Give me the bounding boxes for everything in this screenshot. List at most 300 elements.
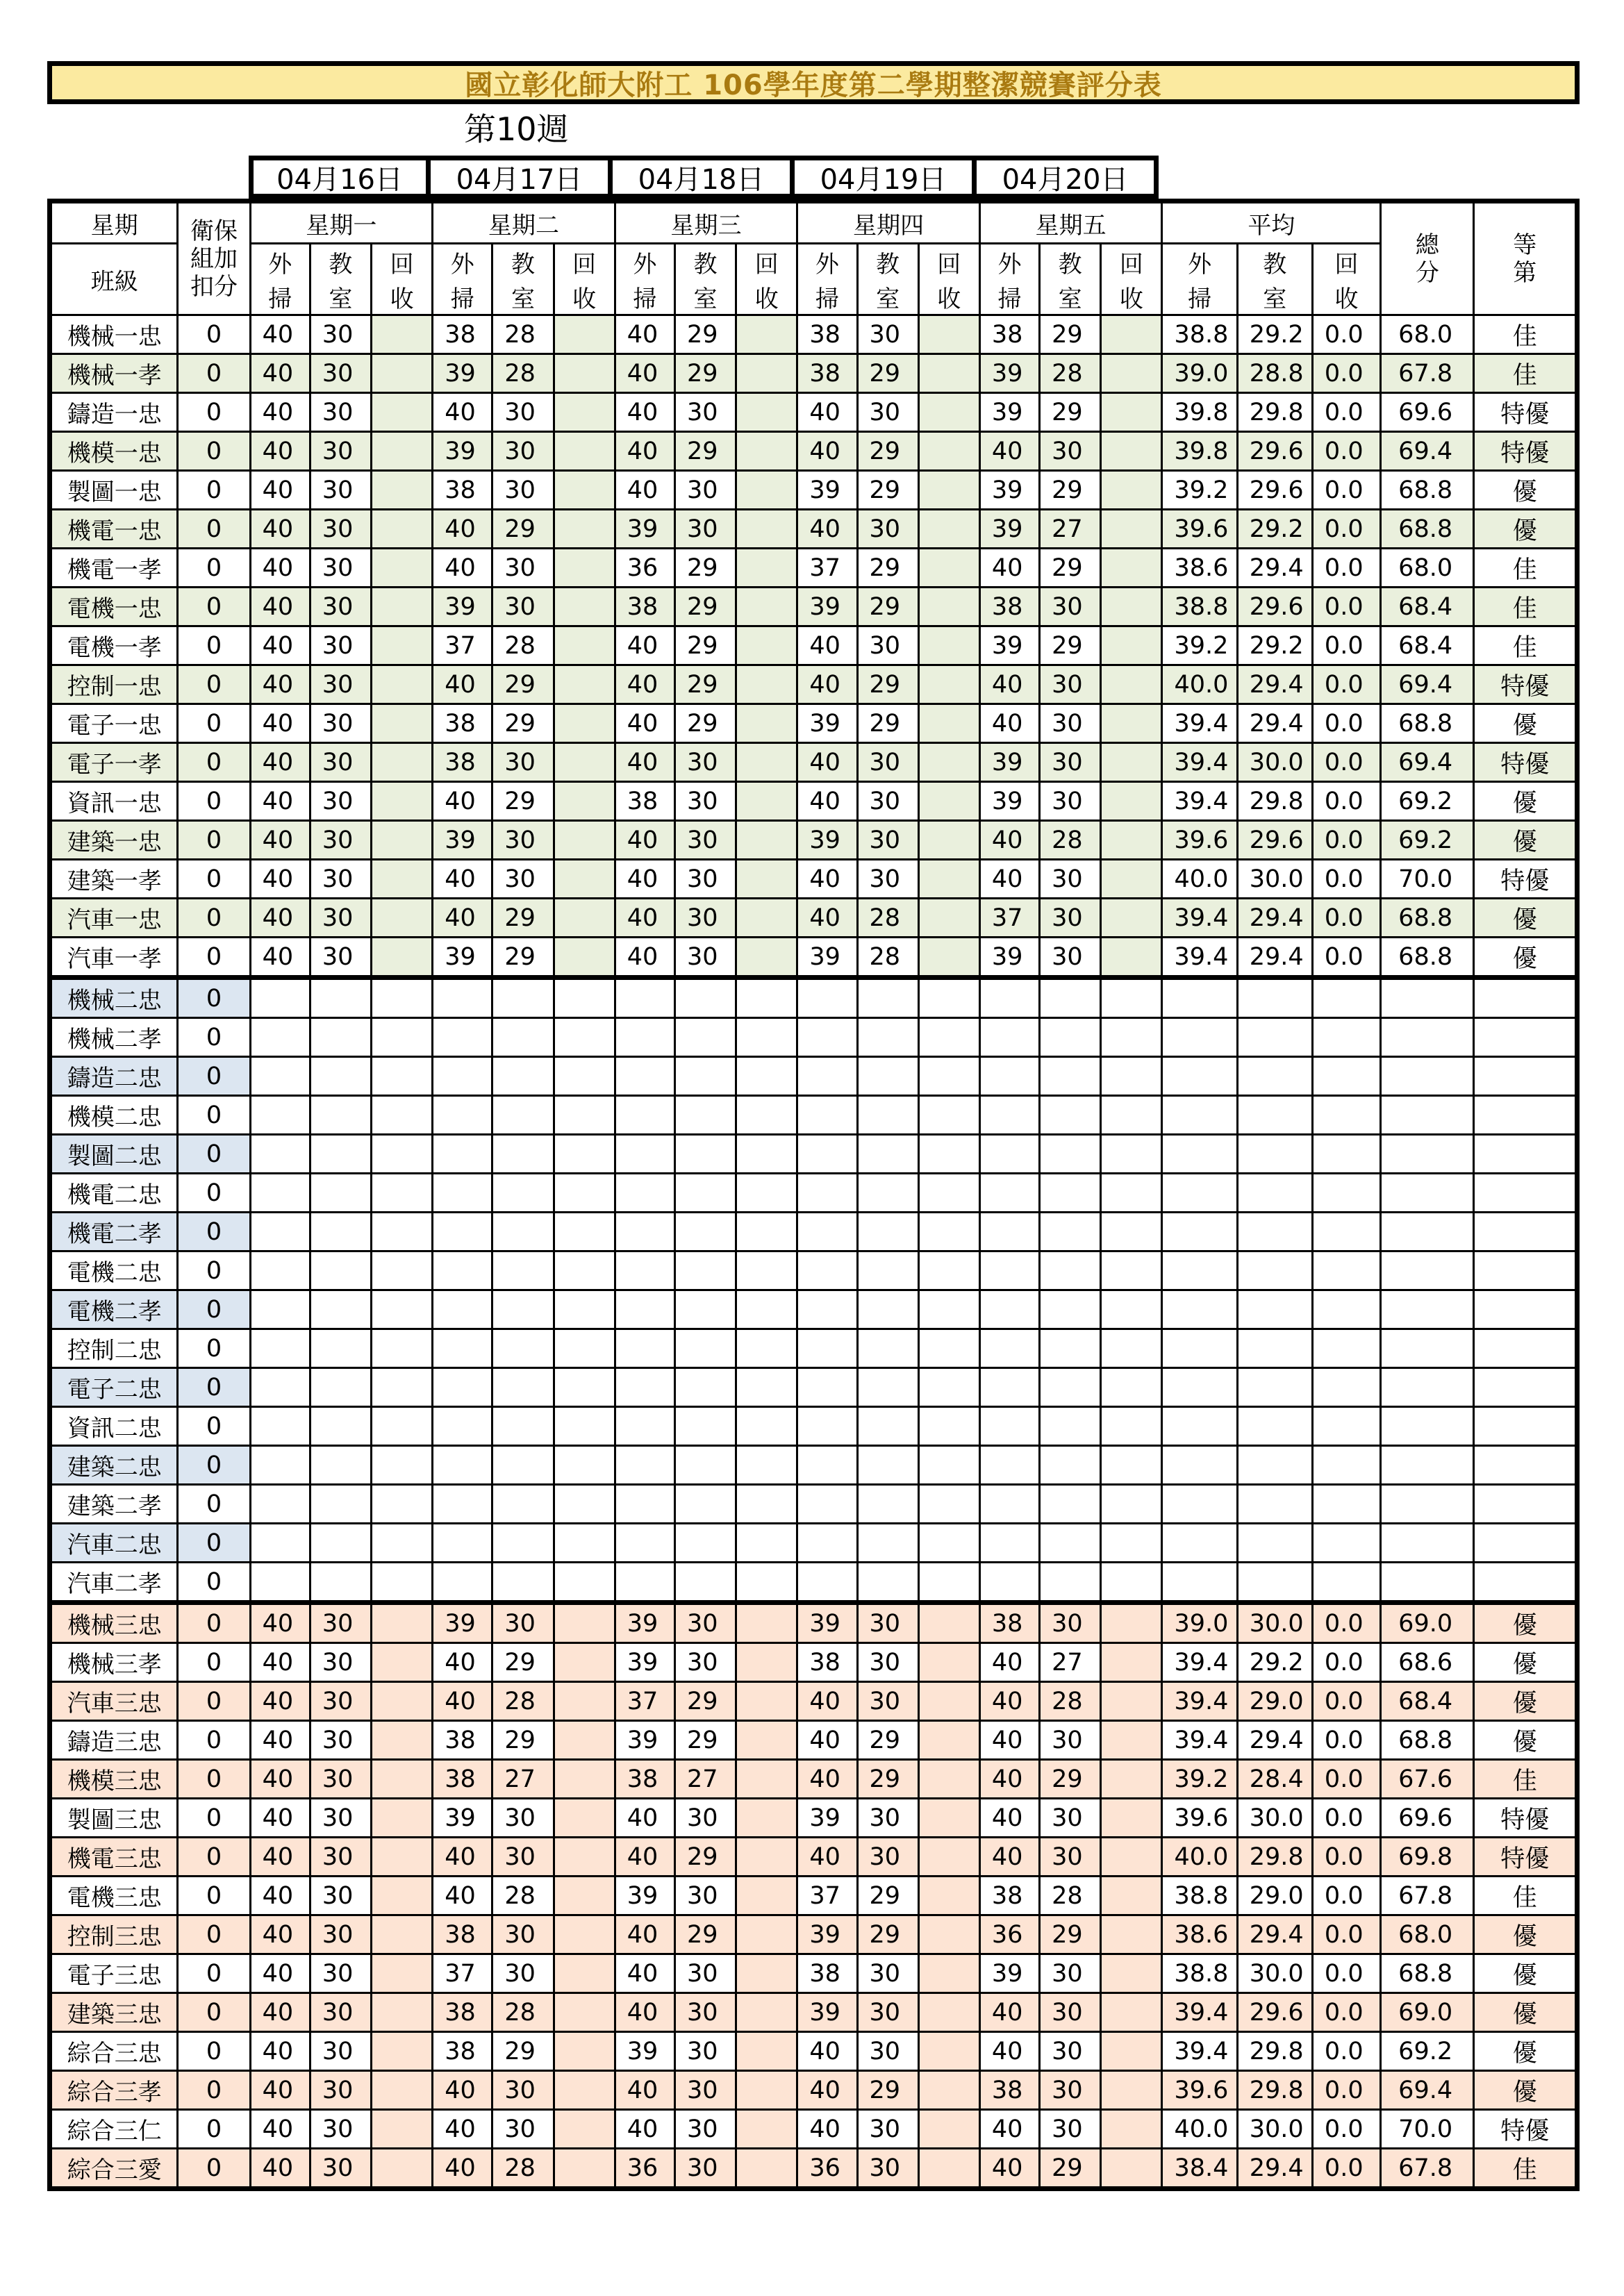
average-cell: 38.8 — [1162, 588, 1237, 626]
bonus-cell: 0 — [178, 1485, 250, 1524]
bonus-label-1: 衛保 — [190, 217, 238, 245]
outdoor-score — [433, 1563, 492, 1603]
recycle-score — [736, 1407, 797, 1446]
recycle-score — [736, 704, 797, 743]
recycle-score — [554, 1563, 615, 1603]
outdoor-score — [979, 978, 1039, 1018]
bonus-cell: 0 — [178, 1603, 250, 1643]
rank-cell — [1474, 1057, 1577, 1096]
recycle-score — [554, 1954, 615, 1993]
outdoor-score: 38 — [979, 2071, 1039, 2110]
recycle-score — [554, 1329, 615, 1368]
recycle-score — [372, 510, 433, 549]
outdoor-score: 38 — [433, 704, 492, 743]
rank-cell: 優 — [1474, 1643, 1577, 1682]
average-cell: 0.0 — [1312, 1993, 1380, 2032]
recycle-score — [1101, 2071, 1162, 2110]
outdoor-score: 40 — [979, 821, 1039, 860]
class-name: 控制三忠 — [50, 1915, 178, 1954]
outdoor-score: 40 — [615, 938, 674, 978]
recycle-score — [918, 1174, 979, 1213]
class-name: 汽車二忠 — [50, 1524, 178, 1563]
average-cell — [1162, 1329, 1237, 1368]
recycle-score — [372, 1993, 433, 2032]
average-cell: 30.0 — [1237, 743, 1312, 782]
classroom-score: 28 — [492, 1877, 554, 1915]
recycle-score — [1101, 2110, 1162, 2149]
recycle-score — [1101, 1018, 1162, 1057]
outdoor-score: 40 — [250, 782, 310, 821]
rank-cell — [1474, 1096, 1577, 1135]
class-name: 機電一忠 — [50, 510, 178, 549]
sub-header-top: 教 — [1237, 244, 1312, 280]
table-row — [50, 1877, 1577, 1915]
average-cell: 40.0 — [1162, 665, 1237, 704]
recycle-score — [1101, 471, 1162, 510]
date-wednesday: 04月18日 — [613, 156, 795, 199]
classroom-score: 30 — [674, 2071, 736, 2110]
recycle-score — [918, 1563, 979, 1603]
bonus-cell: 0 — [178, 588, 250, 626]
classroom-score: 30 — [857, 2110, 918, 2149]
table-header — [50, 201, 1577, 315]
outdoor-score — [797, 1368, 857, 1407]
bonus-header — [178, 201, 250, 315]
recycle-score — [918, 1018, 979, 1057]
recycle-score — [554, 588, 615, 626]
recycle-score — [736, 1135, 797, 1174]
classroom-score — [310, 1368, 371, 1407]
outdoor-score: 37 — [797, 1877, 857, 1915]
recycle-score — [918, 1760, 979, 1799]
classroom-score — [492, 1407, 554, 1446]
recycle-score — [372, 1329, 433, 1368]
classroom-score: 30 — [310, 626, 371, 665]
bonus-cell: 0 — [178, 782, 250, 821]
classroom-score — [1040, 1290, 1101, 1329]
outdoor-score — [615, 1446, 674, 1485]
outdoor-score: 40 — [250, 549, 310, 588]
average-cell: 0.0 — [1312, 471, 1380, 510]
table-row — [50, 1096, 1577, 1135]
table-row — [50, 860, 1577, 899]
classroom-score: 29 — [857, 704, 918, 743]
classroom-score: 29 — [492, 1643, 554, 1682]
recycle-score — [372, 1213, 433, 1251]
outdoor-score: 40 — [979, 860, 1039, 899]
sub-header-top: 外 — [979, 244, 1039, 280]
recycle-score — [918, 510, 979, 549]
table-row — [50, 315, 1577, 354]
rank-header — [1474, 201, 1577, 315]
average-cell — [1162, 978, 1237, 1018]
classroom-score: 30 — [310, 821, 371, 860]
weekday-header: 星期四 — [797, 201, 980, 244]
outdoor-score: 40 — [979, 1682, 1039, 1721]
classroom-score: 30 — [1040, 743, 1101, 782]
average-cell: 0.0 — [1312, 1643, 1380, 1682]
classroom-score: 30 — [1040, 2032, 1101, 2071]
average-cell — [1237, 1485, 1312, 1524]
recycle-score — [372, 821, 433, 860]
outdoor-score: 40 — [250, 1993, 310, 2032]
total-cell: 67.6 — [1381, 1760, 1474, 1799]
class-name: 鑄造一忠 — [50, 393, 178, 432]
rank-cell: 優 — [1474, 782, 1577, 821]
recycle-score — [1101, 1643, 1162, 1682]
total-cell: 68.8 — [1381, 899, 1474, 938]
classroom-score — [492, 1329, 554, 1368]
outdoor-score: 38 — [615, 1760, 674, 1799]
outdoor-score: 39 — [433, 432, 492, 471]
outdoor-score: 39 — [979, 743, 1039, 782]
bonus-cell: 0 — [178, 1446, 250, 1485]
outdoor-score — [250, 1135, 310, 1174]
rank-cell: 優 — [1474, 1915, 1577, 1954]
table-row — [50, 1290, 1577, 1329]
classroom-score: 29 — [674, 704, 736, 743]
recycle-score — [736, 354, 797, 393]
classroom-score: 28 — [1040, 821, 1101, 860]
recycle-score — [736, 978, 797, 1018]
classroom-score: 28 — [1040, 1877, 1101, 1915]
outdoor-score — [433, 1524, 492, 1563]
recycle-score — [736, 1057, 797, 1096]
average-cell: 39.4 — [1162, 1682, 1237, 1721]
classroom-score — [674, 1368, 736, 1407]
classroom-score — [492, 1563, 554, 1603]
classroom-score — [310, 1057, 371, 1096]
classroom-score — [674, 1485, 736, 1524]
recycle-score — [372, 1135, 433, 1174]
classroom-score: 28 — [492, 1682, 554, 1721]
outdoor-score — [979, 1290, 1039, 1329]
classroom-score: 30 — [1040, 1721, 1101, 1760]
outdoor-score: 40 — [615, 315, 674, 354]
class-name: 綜合三仁 — [50, 2110, 178, 2149]
sub-header-bottom: 室 — [492, 279, 554, 315]
recycle-score — [372, 1096, 433, 1135]
classroom-score: 29 — [857, 2071, 918, 2110]
outdoor-score: 38 — [979, 315, 1039, 354]
classroom-score: 28 — [1040, 1682, 1101, 1721]
outdoor-score: 39 — [797, 471, 857, 510]
recycle-score — [736, 1682, 797, 1721]
recycle-score — [736, 1799, 797, 1838]
recycle-score — [372, 704, 433, 743]
average-cell — [1237, 1018, 1312, 1057]
total-cell: 68.8 — [1381, 704, 1474, 743]
outdoor-score: 38 — [979, 1603, 1039, 1643]
page-title: 國立彰化師大附工 106學年度第二學期整潔競賽評分表 — [47, 61, 1580, 104]
rank-label-2: 第 — [1513, 258, 1537, 287]
outdoor-score: 39 — [979, 510, 1039, 549]
recycle-score — [1101, 1524, 1162, 1563]
total-cell: 68.8 — [1381, 471, 1474, 510]
outdoor-score: 40 — [615, 1954, 674, 1993]
outdoor-score — [797, 1135, 857, 1174]
classroom-score: 30 — [310, 2032, 371, 2071]
class-name: 綜合三愛 — [50, 2149, 178, 2189]
rank-cell: 優 — [1474, 2032, 1577, 2071]
average-cell — [1237, 1524, 1312, 1563]
classroom-score: 30 — [857, 1603, 918, 1643]
classroom-score: 30 — [1040, 2110, 1101, 2149]
score-table — [47, 199, 1580, 2191]
classroom-score — [857, 1446, 918, 1485]
outdoor-score: 40 — [797, 393, 857, 432]
recycle-score — [372, 1838, 433, 1877]
recycle-score — [736, 1877, 797, 1915]
classroom-score: 30 — [492, 860, 554, 899]
bonus-cell: 0 — [178, 665, 250, 704]
outdoor-score: 38 — [797, 1954, 857, 1993]
classroom-score: 30 — [1040, 938, 1101, 978]
recycle-score — [372, 315, 433, 354]
recycle-score — [736, 1174, 797, 1213]
average-cell: 0.0 — [1312, 549, 1380, 588]
rank-cell: 優 — [1474, 1993, 1577, 2032]
total-cell: 68.8 — [1381, 510, 1474, 549]
classroom-score: 30 — [857, 393, 918, 432]
recycle-score — [1101, 393, 1162, 432]
classroom-score: 29 — [492, 899, 554, 938]
recycle-score — [1101, 1603, 1162, 1643]
outdoor-score: 40 — [250, 354, 310, 393]
classroom-score — [492, 1096, 554, 1135]
class-name: 機械二忠 — [50, 978, 178, 1018]
recycle-score — [372, 1643, 433, 1682]
classroom-score: 30 — [310, 743, 371, 782]
rank-label-1: 等 — [1513, 231, 1537, 259]
classroom-score: 29 — [492, 938, 554, 978]
recycle-score — [554, 1603, 615, 1643]
outdoor-score: 40 — [615, 354, 674, 393]
average-cell — [1237, 1174, 1312, 1213]
average-cell: 28.4 — [1237, 1760, 1312, 1799]
bonus-cell: 0 — [178, 1174, 250, 1213]
recycle-score — [918, 821, 979, 860]
outdoor-score: 37 — [797, 549, 857, 588]
outdoor-score — [250, 1329, 310, 1368]
outdoor-score: 40 — [615, 1993, 674, 2032]
average-cell: 29.8 — [1237, 782, 1312, 821]
classroom-score: 30 — [492, 1838, 554, 1877]
outdoor-score — [615, 1485, 674, 1524]
recycle-score — [1101, 2032, 1162, 2071]
classroom-score: 30 — [674, 1643, 736, 1682]
outdoor-score — [615, 1524, 674, 1563]
table-row — [50, 1721, 1577, 1760]
outdoor-score — [979, 1563, 1039, 1603]
total-header — [1381, 201, 1474, 315]
outdoor-score — [797, 1096, 857, 1135]
average-cell: 39.2 — [1162, 471, 1237, 510]
average-cell: 29.8 — [1237, 2032, 1312, 2071]
recycle-score — [1101, 821, 1162, 860]
recycle-score — [918, 2110, 979, 2149]
recycle-score — [736, 1954, 797, 1993]
outdoor-score: 40 — [250, 1915, 310, 1954]
outdoor-score — [615, 1213, 674, 1251]
class-name: 電機三忠 — [50, 1877, 178, 1915]
recycle-score — [1101, 1213, 1162, 1251]
class-name: 建築一孝 — [50, 860, 178, 899]
recycle-score — [554, 1915, 615, 1954]
average-cell — [1312, 1446, 1380, 1485]
class-name: 汽車一忠 — [50, 899, 178, 938]
bonus-cell: 0 — [178, 1721, 250, 1760]
average-cell — [1237, 1329, 1312, 1368]
bonus-cell: 0 — [178, 1760, 250, 1799]
recycle-score — [918, 978, 979, 1018]
rank-cell: 優 — [1474, 1954, 1577, 1993]
sub-header-bottom: 室 — [674, 279, 736, 315]
recycle-score — [736, 743, 797, 782]
total-cell — [1381, 1057, 1474, 1096]
average-cell: 0.0 — [1312, 1838, 1380, 1877]
outdoor-score: 39 — [797, 938, 857, 978]
table-row — [50, 588, 1577, 626]
average-cell: 39.0 — [1162, 354, 1237, 393]
recycle-score — [372, 2110, 433, 2149]
average-cell: 38.4 — [1162, 2149, 1237, 2189]
recycle-score — [1101, 1838, 1162, 1877]
recycle-score — [918, 1682, 979, 1721]
classroom-score — [674, 1290, 736, 1329]
average-cell: 0.0 — [1312, 588, 1380, 626]
recycle-score — [1101, 899, 1162, 938]
outdoor-score — [250, 1096, 310, 1135]
outdoor-score: 40 — [615, 2110, 674, 2149]
recycle-score — [736, 1485, 797, 1524]
classroom-score — [492, 1290, 554, 1329]
outdoor-score — [979, 1485, 1039, 1524]
weekday-header: 星期五 — [979, 201, 1162, 244]
classroom-score: 28 — [857, 899, 918, 938]
table-row — [50, 354, 1577, 393]
outdoor-score — [797, 1018, 857, 1057]
table-row — [50, 899, 1577, 938]
classroom-score — [857, 1524, 918, 1563]
classroom-score — [310, 1018, 371, 1057]
outdoor-score — [615, 1290, 674, 1329]
outdoor-score — [979, 1368, 1039, 1407]
average-cell: 29.4 — [1237, 899, 1312, 938]
average-cell — [1312, 1213, 1380, 1251]
outdoor-score: 38 — [797, 354, 857, 393]
average-cell: 29.6 — [1237, 588, 1312, 626]
classroom-score — [1040, 1174, 1101, 1213]
classroom-score — [310, 1290, 371, 1329]
outdoor-score: 39 — [979, 626, 1039, 665]
classroom-score — [310, 1251, 371, 1290]
outdoor-score — [615, 978, 674, 1018]
sub-header-top: 教 — [492, 244, 554, 280]
classroom-score — [492, 1368, 554, 1407]
table-row — [50, 1915, 1577, 1954]
average-cell: 29.2 — [1237, 510, 1312, 549]
recycle-score — [918, 354, 979, 393]
classroom-score: 29 — [1040, 549, 1101, 588]
recycle-score — [736, 393, 797, 432]
outdoor-score: 40 — [250, 1721, 310, 1760]
outdoor-score: 39 — [433, 821, 492, 860]
bonus-cell: 0 — [178, 1368, 250, 1407]
outdoor-score: 40 — [250, 899, 310, 938]
outdoor-score: 40 — [979, 432, 1039, 471]
recycle-score — [736, 471, 797, 510]
classroom-score — [310, 1407, 371, 1446]
rank-cell — [1474, 978, 1577, 1018]
recycle-score — [372, 1018, 433, 1057]
outdoor-score — [250, 1524, 310, 1563]
bonus-cell: 0 — [178, 1682, 250, 1721]
table-row — [50, 1329, 1577, 1368]
recycle-score — [736, 1721, 797, 1760]
outdoor-score: 40 — [615, 471, 674, 510]
total-cell — [1381, 1485, 1474, 1524]
table-row — [50, 1213, 1577, 1251]
outdoor-score — [979, 1096, 1039, 1135]
recycle-score — [736, 1251, 797, 1290]
outdoor-score — [615, 1563, 674, 1603]
table-row — [50, 1760, 1577, 1799]
sub-header-bottom: 收 — [1312, 279, 1380, 315]
recycle-score — [918, 432, 979, 471]
sub-header-top: 外 — [797, 244, 857, 280]
recycle-score — [1101, 665, 1162, 704]
recycle-score — [554, 354, 615, 393]
outdoor-score — [797, 1213, 857, 1251]
classroom-score — [492, 1018, 554, 1057]
classroom-score — [310, 1213, 371, 1251]
recycle-score — [736, 1446, 797, 1485]
recycle-score — [554, 549, 615, 588]
classroom-score: 30 — [674, 860, 736, 899]
recycle-score — [372, 1446, 433, 1485]
classroom-score: 30 — [310, 1643, 371, 1682]
classroom-score: 30 — [310, 471, 371, 510]
recycle-score — [918, 704, 979, 743]
rank-cell: 優 — [1474, 821, 1577, 860]
sub-header-top: 回 — [554, 244, 615, 280]
outdoor-score: 40 — [615, 1838, 674, 1877]
outdoor-score — [797, 1057, 857, 1096]
average-cell: 0.0 — [1312, 315, 1380, 354]
recycle-score — [554, 1290, 615, 1329]
rank-cell — [1474, 1213, 1577, 1251]
outdoor-score — [979, 1018, 1039, 1057]
classroom-score: 30 — [310, 2149, 371, 2189]
total-cell — [1381, 1290, 1474, 1329]
table-row — [50, 665, 1577, 704]
average-cell: 0.0 — [1312, 899, 1380, 938]
outdoor-score — [615, 1251, 674, 1290]
bonus-cell: 0 — [178, 704, 250, 743]
average-cell — [1162, 1018, 1237, 1057]
bonus-cell: 0 — [178, 1993, 250, 2032]
outdoor-score — [433, 1290, 492, 1329]
outdoor-score — [979, 1057, 1039, 1096]
classroom-score: 30 — [310, 899, 371, 938]
average-cell: 29.4 — [1237, 1915, 1312, 1954]
classroom-score: 30 — [857, 1682, 918, 1721]
outdoor-score — [433, 978, 492, 1018]
classroom-score: 30 — [674, 471, 736, 510]
recycle-score — [1101, 1485, 1162, 1524]
recycle-score — [372, 432, 433, 471]
